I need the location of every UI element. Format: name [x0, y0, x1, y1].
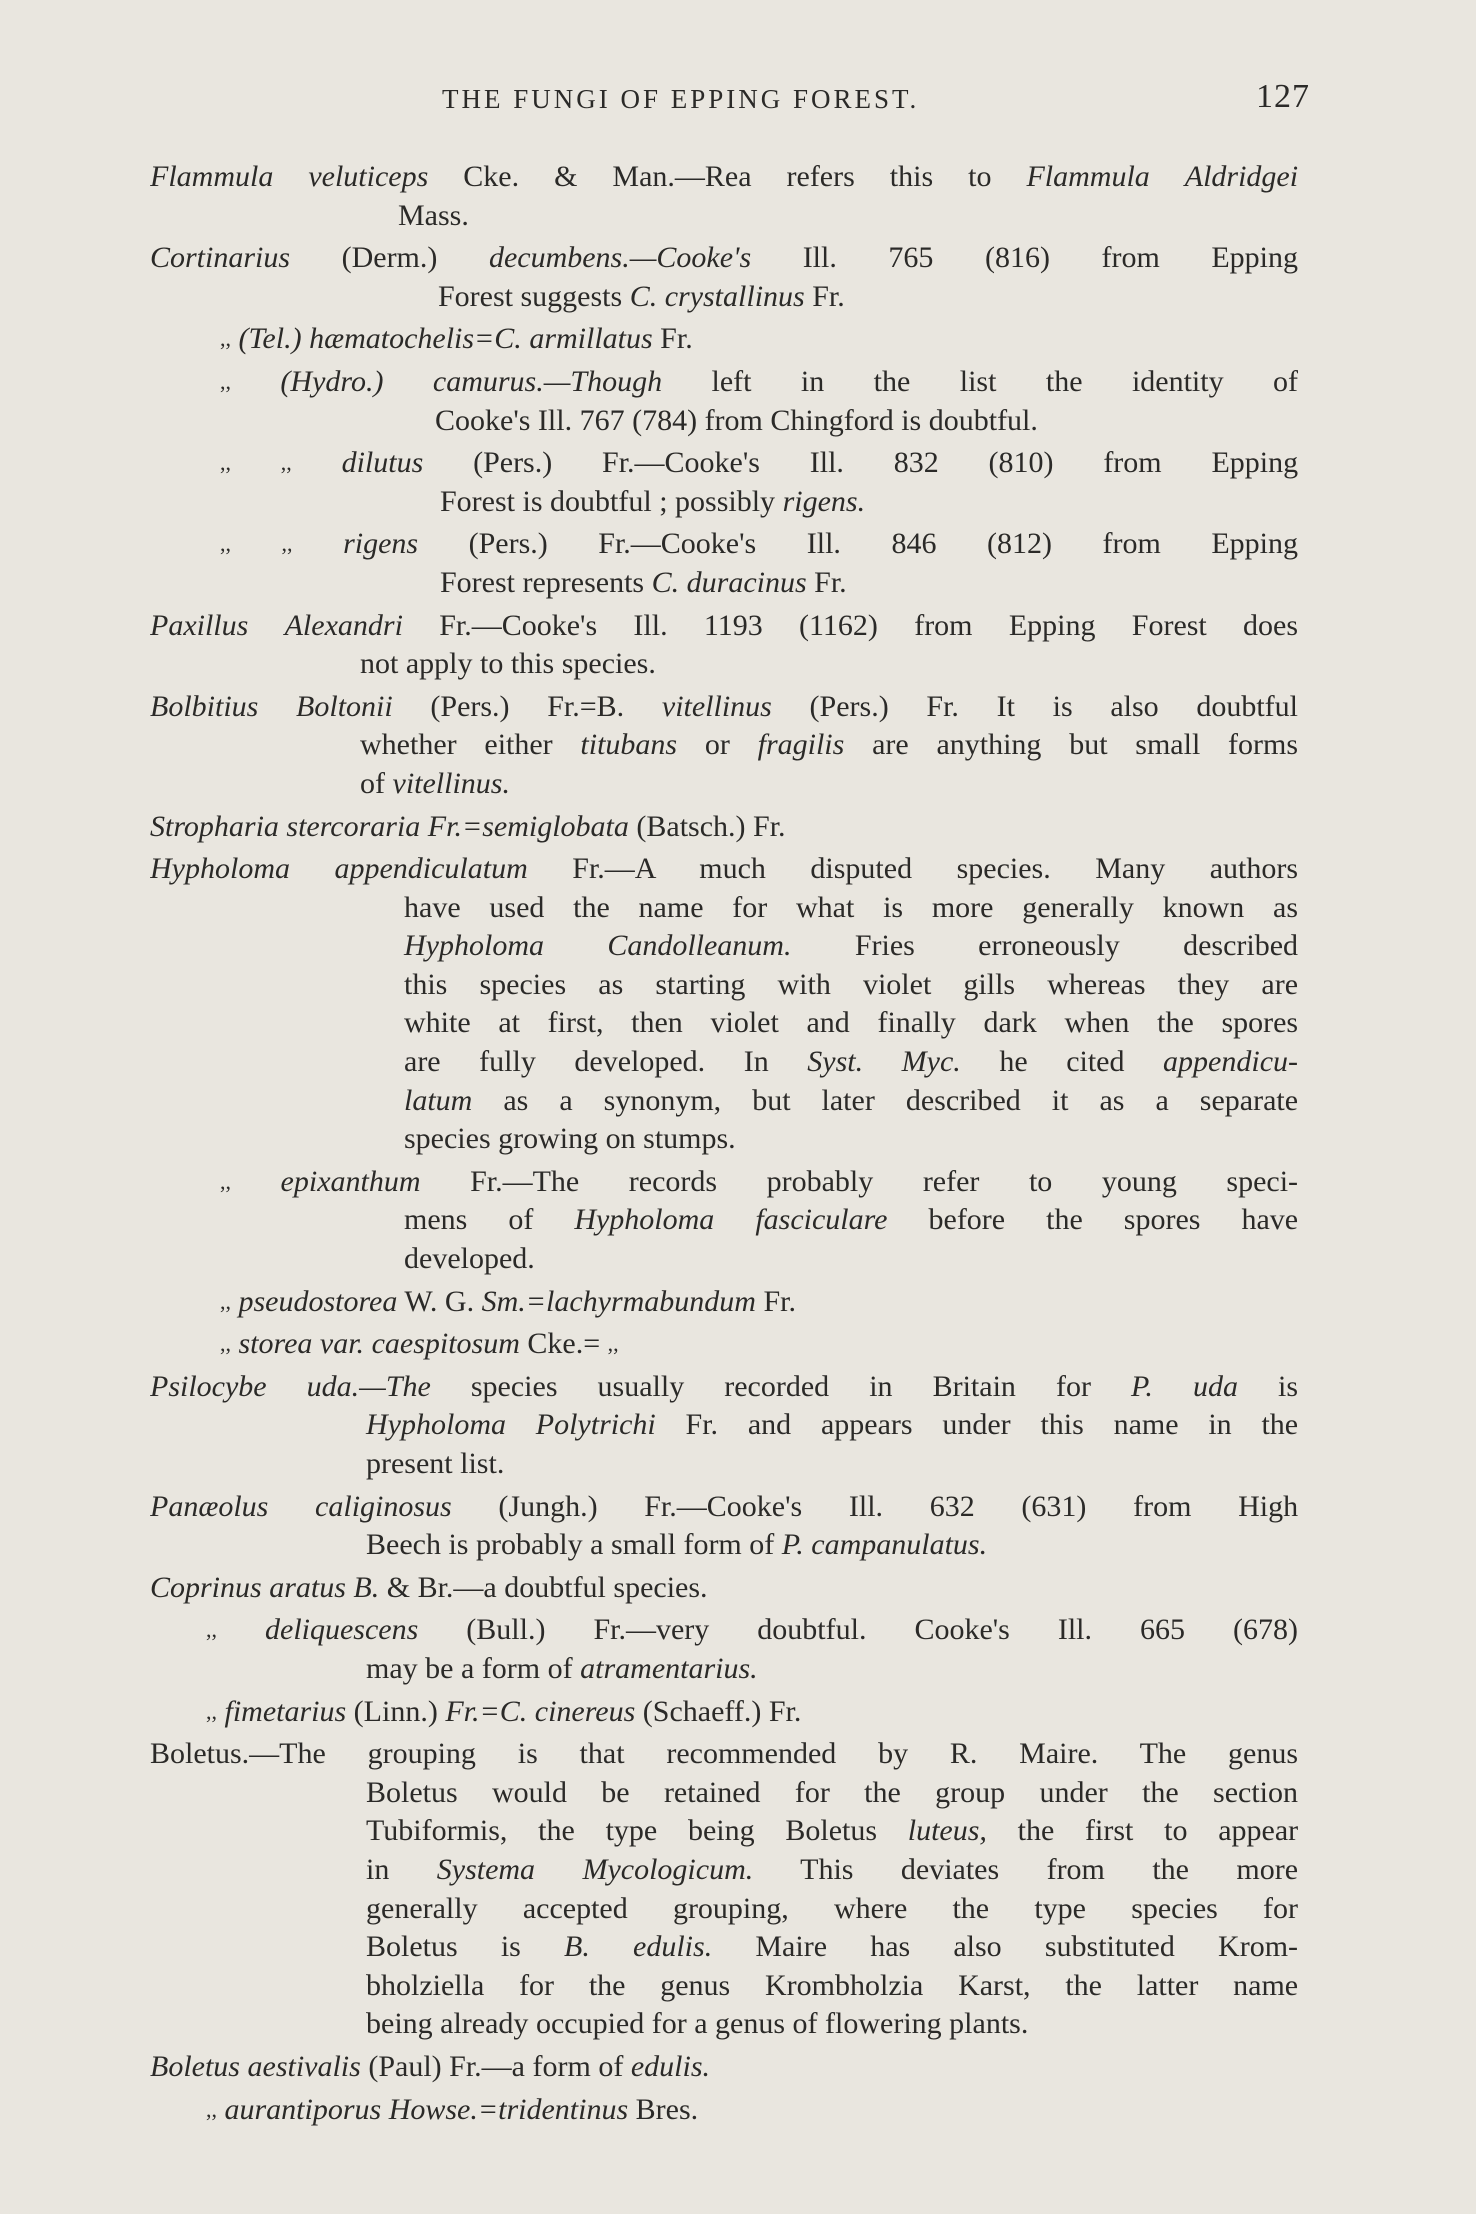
text-line: Cortinarius (Derm.) decumbens.—Cooke's Ill. 765 (816) from Epping: [150, 241, 1298, 275]
entry-hypholoma-epixanthum: [150, 1163, 1298, 1279]
text-line: Hypholoma Polytrichi Fr. and appears under this name in the: [366, 1408, 1298, 1442]
text-line: Psilocybe uda.—The species usually recorded in Britain for P. uda is: [150, 1369, 1298, 1403]
text-line: Boletus.—The grouping is that recommended by R. Maire. The genus: [150, 1737, 1298, 1771]
page-header: [150, 78, 1310, 128]
entry-psilocybe: [150, 1368, 1298, 1484]
text-line: mens of Hypholoma fasciculare before the spores have: [404, 1203, 1298, 1237]
text-line: Hypholoma Candolleanum. Fries erroneously described: [404, 929, 1298, 963]
entry-panaeolus: [150, 1488, 1298, 1565]
text-line: Coprinus aratus B. & Br.—a doubtful species.: [150, 1570, 708, 1604]
text-line: ,, storea var. caespitosum Cke.= ,,: [220, 1327, 619, 1361]
running-title: THE FUNGI OF EPPING FOREST.: [442, 84, 920, 114]
text-line: of vitellinus.: [360, 766, 510, 800]
entry-hypholoma-appendiculatum: [150, 850, 1298, 1159]
text-line: ,, pseudostorea W. G. Sm.=lachyrmabundum Fr.: [220, 1284, 797, 1318]
text-line: white at first, then violet and finally dark when the spores: [404, 1006, 1298, 1040]
page-body: [150, 158, 1298, 2133]
text-line: ,, (Hydro.) camurus.—Though left in the list the identity of: [220, 364, 1298, 398]
text-line: bholziella for the genus Krombholzia Karst, the latter name: [366, 1968, 1298, 2002]
text-line: ,, (Tel.) hæmatochelis=C. armillatus Fr.: [220, 322, 693, 356]
page-number: 127: [1256, 78, 1310, 115]
text-line: Stropharia stercoraria Fr.=semiglobata (Batsch.) Fr.: [150, 809, 786, 843]
entry-cortinarius-dilutus: [150, 444, 1298, 521]
text-line: ,, fimetarius (Linn.) Fr.=C. cinereus (Schaeff.) Fr.: [206, 1694, 802, 1728]
entry-cortinarius-camurus: [150, 363, 1298, 440]
text-line: Cooke's Ill. 767 (784) from Chingford is doubtful.: [435, 403, 1038, 437]
text-line: ,, deliquescens (Bull.) Fr.—very doubtful. Cooke's Ill. 665 (678): [206, 1613, 1298, 1647]
text-line: this species as starting with violet gills whereas they are: [404, 967, 1298, 1001]
entry-boletus-aurantiporus: [150, 2091, 1298, 2130]
text-line: present list.: [366, 1447, 505, 1480]
text-line: Hypholoma appendiculatum Fr.—A much disputed species. Many authors: [150, 852, 1298, 886]
text-line: are fully developed. In Syst. Myc. he cited appendicu-: [404, 1045, 1298, 1079]
entry-coprinus-aratus: [150, 1569, 1298, 1608]
text-line: Forest is doubtful ; possibly rigens.: [440, 484, 866, 518]
text-line: ,, epixanthum Fr.—The records probably refer to young speci-: [220, 1164, 1298, 1198]
text-line: Mass.: [398, 198, 469, 232]
text-line: being already occupied for a genus of flowering plants.: [366, 2007, 1029, 2041]
text-line: species growing on stumps.: [404, 1122, 736, 1156]
text-line: not apply to this species.: [360, 647, 656, 681]
entry-cortinarius-decumbens: [150, 239, 1298, 316]
entry-paxillus: [150, 607, 1298, 684]
text-line: Boletus aestivalis (Paul) Fr.—a form of edulis.: [150, 2049, 710, 2083]
text-line: Panæolus caliginosus (Jungh.) Fr.—Cooke's Ill. 632 (631) from High: [150, 1489, 1298, 1523]
text-line: Paxillus Alexandri Fr.—Cooke's Ill. 1193 (1162) from Epping Forest does: [150, 608, 1298, 642]
entry-boletus-aestivalis: [150, 2048, 1298, 2087]
entry-cortinarius-haematochelis: [150, 320, 1298, 359]
text-line: Bolbitius Boltonii (Pers.) Fr.=B. vitellinus (Pers.) Fr. It is also doubtful: [150, 689, 1298, 723]
text-line: ,, aurantiporus Howse.=tridentinus Bres.: [206, 2092, 699, 2126]
text-line: generally accepted grouping, where the type species for: [366, 1891, 1298, 1925]
text-line: whether either titubans or fragilis are anything but small forms: [360, 728, 1298, 762]
text-line: Tubiformis, the type being Boletus luteus, the first to appear: [366, 1814, 1298, 1848]
entry-coprinus-deliquescens: [150, 1611, 1298, 1688]
text-line: Beech is probably a small form of P. campanulatus.: [366, 1528, 988, 1562]
text-line: ,, ,, dilutus (Pers.) Fr.—Cooke's Ill. 832 (810) from Epping: [220, 446, 1298, 480]
text-line: Flammula veluticeps Cke. & Man.—Rea refers this to Flammula Aldridgei: [150, 160, 1298, 193]
entry-hypholoma-pseudostorea: [150, 1283, 1298, 1322]
text-line: in Systema Mycologicum. This deviates from the more: [366, 1852, 1298, 1886]
entry-coprinus-fimetarius: [150, 1693, 1298, 1732]
text-line: Forest suggests C. crystallinus Fr.: [438, 279, 845, 313]
text-line: ,, ,, rigens (Pers.) Fr.—Cooke's Ill. 846 (812) from Epping: [220, 527, 1298, 561]
entry-stropharia: [150, 808, 1298, 847]
text-line: Boletus would be retained for the group under the section: [366, 1775, 1298, 1809]
text-line: have used the name for what is more generally known as: [404, 890, 1298, 924]
entry-flammula: [150, 158, 1298, 235]
text-line: Forest represents C. duracinus Fr.: [440, 565, 847, 599]
text-line: Boletus is B. edulis. Maire has also substituted Krom-: [366, 1930, 1298, 1964]
entry-cortinarius-rigens: [150, 525, 1298, 602]
text-line: latum as a synonym, but later described it as a separate: [404, 1083, 1298, 1117]
entry-bolbitius: [150, 688, 1298, 804]
text-line: developed.: [404, 1242, 535, 1276]
entry-boletus-note: [150, 1735, 1298, 2044]
entry-hypholoma-storea: [150, 1325, 1298, 1364]
text-line: may be a form of atramentarius.: [366, 1651, 758, 1685]
